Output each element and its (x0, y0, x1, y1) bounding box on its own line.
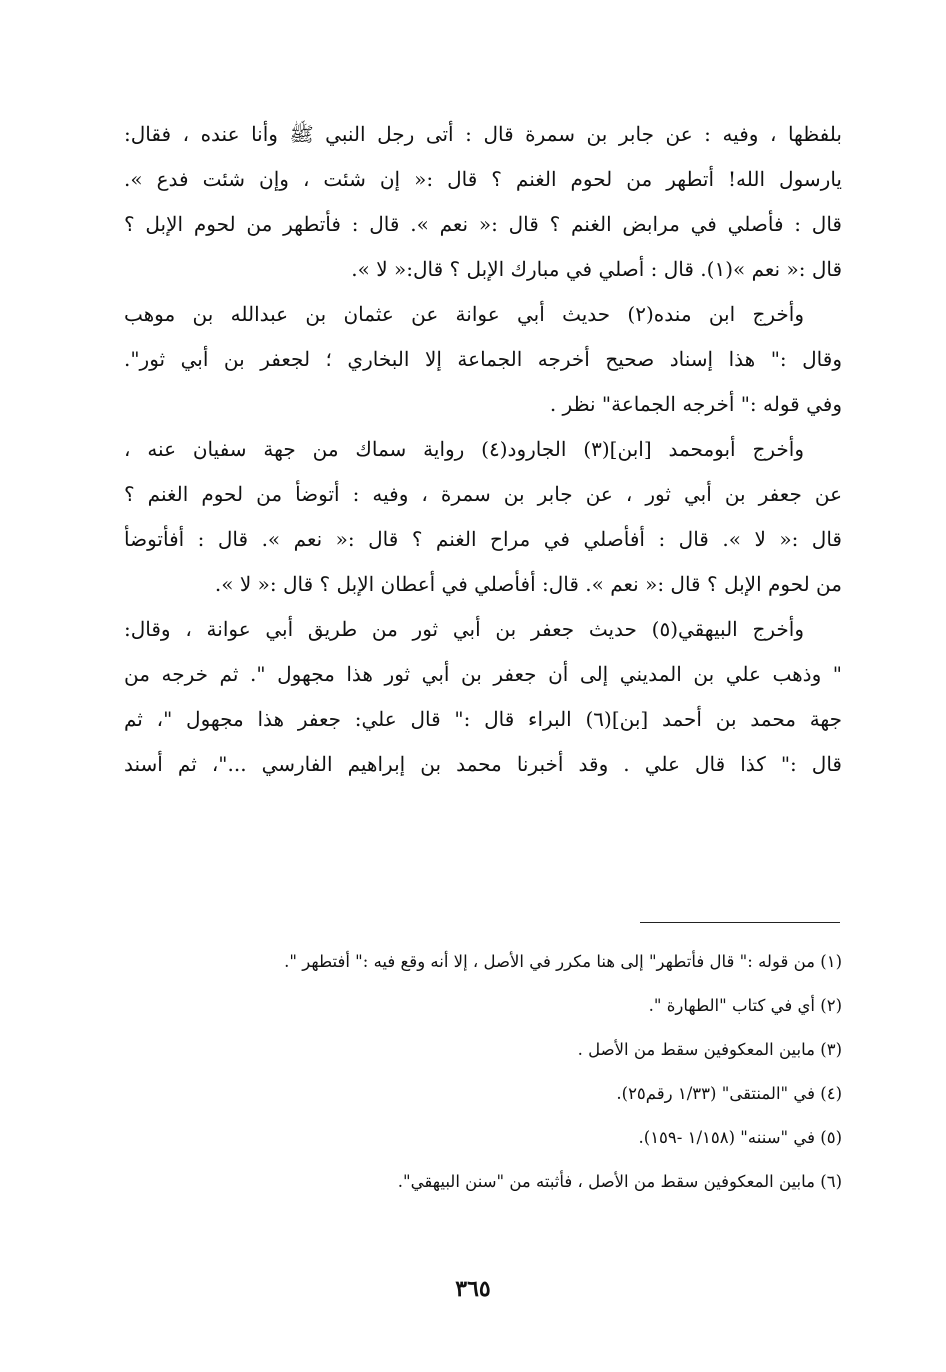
footnote: (١) من قوله :" قال فأتطهر" إلى هنا مكرر في الأصل ، إلا أنه وقع فيه :" أفتطهر ". (284, 952, 842, 971)
text-line: قال :" كذا قال علي . وقد أخبرنا محمد بن إبراهيم الفارسي ..."، ثم أسند (124, 752, 842, 776)
footnote: (٥) في "سننه" (١/١٥٨ -١٥٩). (638, 1128, 842, 1147)
main-text-block (124, 112, 842, 787)
text-line: جهة محمد بن أحمد [بن](٦) البراء قال :" قال علي: جعفر هذا مجهول "، ثم (124, 707, 842, 731)
text-line: بلفظها ، وفيه : عن جابر بن سمرة قال : أتى رجل النبي ﷺ وأنا عنده ، فقال: (124, 122, 842, 146)
footnotes-block (124, 940, 842, 1204)
text-line: قال :« لا ». قال : أفأصلي في مراح الغنم ؟ قال :« نعم ». قال : أفأتوضأ (124, 527, 842, 551)
text-line: قال :« نعم »(١). قال : أصلي في مبارك الإبل ؟ قال:« لا ». (351, 257, 842, 281)
footnote: (٦) مابين المعكوفين سقط من الأصل ، فأثبته من "سنن البيهقي". (397, 1172, 842, 1191)
footnote: (٢) أي في كتاب "الطهارة ". (648, 996, 842, 1015)
page-number: ٣٦٥ (455, 1276, 491, 1302)
footnote: (٤) في "المنتقى" (١/٣٣ رقم٢٥). (616, 1084, 842, 1103)
text-line: يارسول الله! أتطهر من لحوم الغنم ؟ قال :« إن شئت ، وإن شئت فدع ». (124, 167, 842, 191)
text-line: قال : فأصلي في مرابض الغنم ؟ قال :« نعم ». قال : فأتطهر من لحوم الإبل ؟ (124, 212, 842, 236)
text-line: عن جعفر بن أبي ثور ، عن جابر بن سمرة ، وفيه : أتوضأ من لحوم الغنم ؟ (124, 482, 842, 506)
text-line: وأخرج أبومحمد [ابن](٣) الجارود(٤) رواية سماك من جهة سفيان عنه ، (124, 437, 805, 461)
text-line: من لحوم الإبل ؟ قال :« نعم ». قال: أفأصلي في أعطان الإبل ؟ قال :« لا ». (214, 572, 842, 596)
footnote-divider (640, 922, 840, 923)
text-line: وفي قوله :" أخرجه الجماعة" نظر . (549, 392, 842, 416)
text-line: وأخرج البيهقي(٥) حديث جعفر بن أبي ثور من طريق أبي عوانة ، وقال: (124, 617, 804, 641)
text-line: " وذهب علي بن المديني إلى أن جعفر بن أبي ثور هذا مجهول ". ثم خرجه من (124, 662, 842, 686)
footnote: (٣) مابين المعكوفين سقط من الأصل . (577, 1040, 842, 1059)
text-line: وقال :" هذا إسناد صحيح أخرجه الجماعة إلا البخاري ؛ لجعفر بن أبي ثور". (124, 347, 842, 371)
text-line: وأخرج ابن منده(٢) حديث أبي عوانة عن عثمان بن عبدالله بن موهب (124, 302, 805, 326)
